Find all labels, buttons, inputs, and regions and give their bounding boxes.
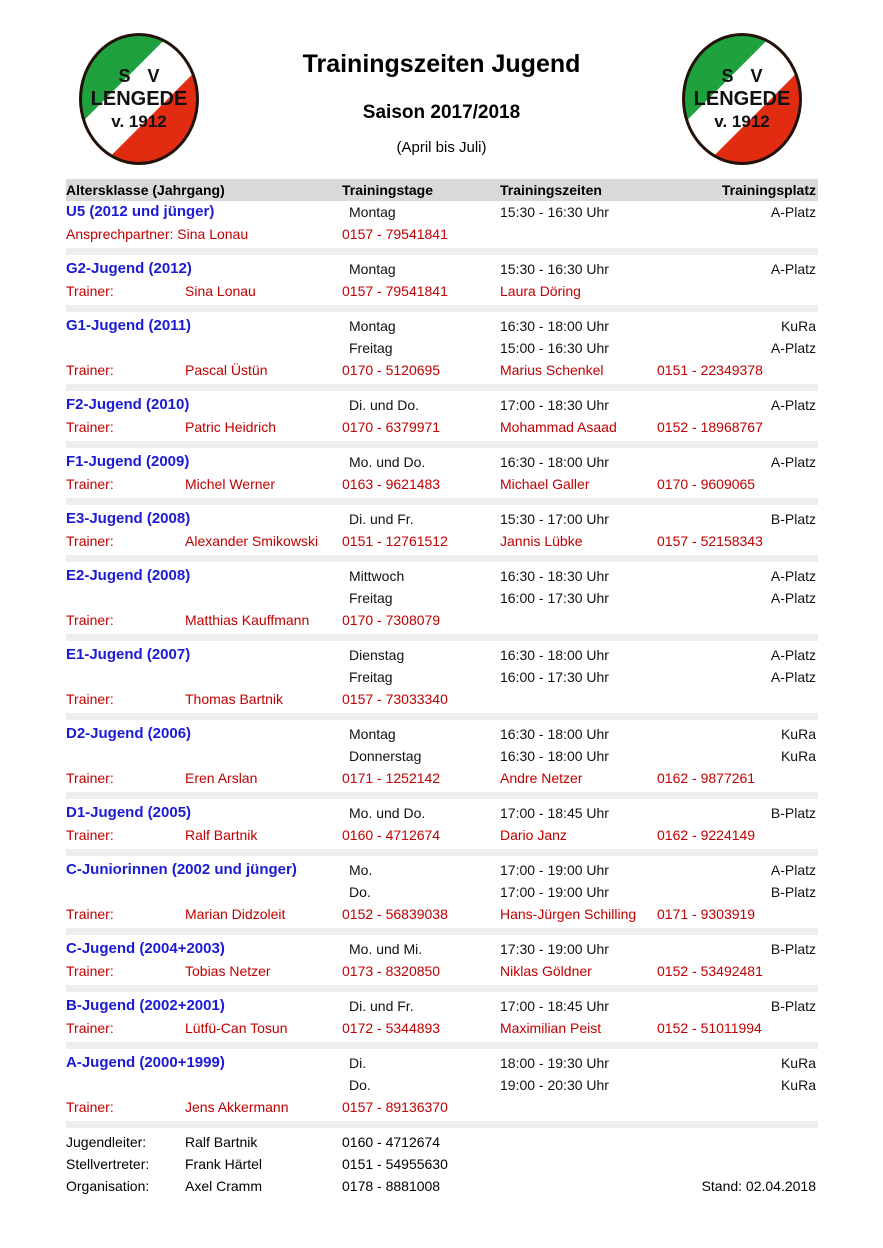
trainer-phone: 0171 - 1252142 bbox=[342, 770, 441, 786]
training-day: Montag bbox=[349, 318, 396, 334]
training-place: A-Platz bbox=[770, 454, 816, 470]
trainer-label: Trainer: bbox=[66, 362, 114, 378]
group-block bbox=[66, 802, 818, 846]
group-block bbox=[66, 258, 818, 302]
schedule-row bbox=[66, 1052, 818, 1074]
trainer-phone: 0170 - 5120695 bbox=[342, 362, 441, 378]
training-day: Do. bbox=[349, 884, 371, 900]
trainer-phone: 0157 - 79541841 bbox=[342, 283, 448, 299]
training-place: A-Platz bbox=[770, 204, 816, 220]
separator-bar bbox=[66, 441, 818, 448]
trainer-name: Jens Akkermann bbox=[185, 1099, 289, 1115]
footer-label: Stellvertreter: bbox=[66, 1156, 150, 1172]
trainer-phone: 0160 - 4712674 bbox=[342, 827, 441, 843]
group-block bbox=[66, 508, 818, 552]
logo-text-lengede: LENGEDE bbox=[693, 88, 791, 110]
trainer2-phone: 0157 - 52158343 bbox=[657, 533, 763, 549]
group-name: E2-Jugend (2008) bbox=[66, 567, 191, 584]
training-day: Mo. und Do. bbox=[349, 454, 426, 470]
trainer2-name: Marius Schenkel bbox=[500, 362, 604, 378]
training-place: B-Platz bbox=[770, 805, 816, 821]
group-name: C-Jugend (2004+2003) bbox=[66, 940, 225, 957]
schedule-row bbox=[66, 565, 818, 587]
trainer2-name: Jannis Lübke bbox=[500, 533, 583, 549]
trainer-name: Lütfü-Can Tosun bbox=[185, 1020, 288, 1036]
trainer-name: Thomas Bartnik bbox=[185, 691, 284, 707]
training-place: A-Platz bbox=[770, 590, 816, 606]
group-block bbox=[66, 565, 818, 631]
schedule-row bbox=[66, 938, 818, 960]
page-title: Trainingszeiten Jugend bbox=[302, 50, 581, 78]
training-day: Montag bbox=[349, 261, 396, 277]
training-day: Di. und Do. bbox=[349, 397, 420, 413]
trainer-label: Trainer: bbox=[66, 827, 114, 843]
separator-bar bbox=[66, 928, 818, 935]
schedule-row bbox=[66, 201, 818, 223]
group-separator bbox=[66, 789, 818, 802]
trainer-row bbox=[66, 609, 818, 631]
training-time: 16:30 - 18:00 Uhr bbox=[500, 647, 609, 663]
stand-date: Stand: 02.04.2018 bbox=[701, 1178, 816, 1194]
trainer-name: Patric Heidrich bbox=[185, 419, 277, 435]
training-time: 16:30 - 18:00 Uhr bbox=[500, 454, 609, 470]
group-name: F1-Jugend (2009) bbox=[66, 453, 190, 470]
separator-bar bbox=[66, 498, 818, 505]
trainer-label: Trainer: bbox=[66, 963, 114, 979]
training-place: KuRa bbox=[780, 748, 816, 764]
group-name: D2-Jugend (2006) bbox=[66, 725, 192, 742]
trainer-row bbox=[66, 960, 818, 982]
training-place: A-Platz bbox=[770, 862, 816, 878]
table-header-row bbox=[66, 179, 818, 201]
schedule-row bbox=[66, 1074, 818, 1096]
training-day: Dienstag bbox=[349, 647, 405, 663]
trainer2-phone: 0162 - 9224149 bbox=[657, 827, 756, 843]
group-block bbox=[66, 201, 818, 245]
training-place: A-Platz bbox=[770, 261, 816, 277]
trainer2-name: Laura Döring bbox=[500, 283, 581, 299]
schedule-row bbox=[66, 995, 818, 1017]
group-name: U5 (2012 und jünger) bbox=[66, 203, 215, 220]
logo-text-sv: S V bbox=[721, 66, 769, 86]
schedule-row bbox=[66, 666, 818, 688]
trainer-label: Trainer: bbox=[66, 283, 114, 299]
trainer-label: Trainer: bbox=[66, 770, 114, 786]
training-time: 16:30 - 18:30 Uhr bbox=[500, 568, 609, 584]
trainer-row bbox=[66, 416, 818, 438]
trainer-phone: 0151 - 12761512 bbox=[342, 533, 448, 549]
trainer-label: Trainer: bbox=[66, 476, 114, 492]
group-block bbox=[66, 315, 818, 381]
separator-bar bbox=[66, 849, 818, 856]
training-table bbox=[66, 179, 818, 1197]
group-name: G2-Jugend (2012) bbox=[66, 260, 192, 277]
group-separator bbox=[66, 710, 818, 723]
training-day: Mo. und Do. bbox=[349, 805, 426, 821]
training-place: A-Platz bbox=[770, 647, 816, 663]
trainer2-phone: 0151 - 22349378 bbox=[657, 362, 763, 378]
logo-text-sv: S V bbox=[118, 66, 166, 86]
trainer2-phone: 0170 - 9609065 bbox=[657, 476, 756, 492]
trainer-name: Eren Arslan bbox=[185, 770, 258, 786]
training-time: 17:00 - 18:45 Uhr bbox=[500, 998, 609, 1014]
schedule-row bbox=[66, 451, 818, 473]
footer-row-jugendleiter bbox=[66, 1131, 818, 1153]
training-time: 16:00 - 17:30 Uhr bbox=[500, 669, 609, 685]
group-separator bbox=[66, 381, 818, 394]
footer-phone: 0160 - 4712674 bbox=[342, 1134, 441, 1150]
schedule-row bbox=[66, 337, 818, 359]
group-separator bbox=[66, 631, 818, 644]
separator-bar bbox=[66, 384, 818, 391]
schedule-row bbox=[66, 745, 818, 767]
separator-bar bbox=[66, 634, 818, 641]
trainer-phone: 0172 - 5344893 bbox=[342, 1020, 441, 1036]
group-block bbox=[66, 451, 818, 495]
training-place: A-Platz bbox=[770, 568, 816, 584]
schedule-row bbox=[66, 859, 818, 881]
trainer-row bbox=[66, 903, 818, 925]
trainer-label: Ansprechpartner: Sina Lonau bbox=[66, 226, 249, 242]
logo-text-year: v. 1912 bbox=[714, 112, 770, 131]
group-separator bbox=[66, 495, 818, 508]
training-day: Di. und Fr. bbox=[349, 511, 414, 527]
training-place: KuRa bbox=[780, 1077, 816, 1093]
training-day: Do. bbox=[349, 1077, 371, 1093]
footer-name: Axel Cramm bbox=[185, 1178, 263, 1194]
trainer-row bbox=[66, 688, 818, 710]
training-day: Mittwoch bbox=[349, 568, 405, 584]
separator-bar bbox=[66, 792, 818, 799]
training-time: 15:30 - 16:30 Uhr bbox=[500, 261, 609, 277]
training-time: 16:30 - 18:00 Uhr bbox=[500, 748, 609, 764]
trainer-row bbox=[66, 1017, 818, 1039]
group-name: E3-Jugend (2008) bbox=[66, 510, 191, 527]
training-place: KuRa bbox=[780, 1055, 816, 1071]
group-separator bbox=[66, 1039, 818, 1052]
trainer-phone: 0163 - 9621483 bbox=[342, 476, 441, 492]
header-altersklasse: Altersklasse (Jahrgang) bbox=[66, 182, 225, 198]
header-trainingszeiten: Trainingszeiten bbox=[500, 182, 602, 198]
schedule-row bbox=[66, 881, 818, 903]
schedule-row bbox=[66, 644, 818, 666]
training-place: A-Platz bbox=[770, 397, 816, 413]
training-day: Di. und Fr. bbox=[349, 998, 414, 1014]
training-day: Donnerstag bbox=[349, 748, 422, 764]
schedule-row bbox=[66, 394, 818, 416]
group-block bbox=[66, 995, 818, 1039]
group-name: E1-Jugend (2007) bbox=[66, 646, 191, 663]
header-trainingstage: Trainingstage bbox=[342, 182, 434, 198]
group-separator bbox=[66, 552, 818, 565]
trainer-label: Trainer: bbox=[66, 1099, 114, 1115]
schedule-row bbox=[66, 587, 818, 609]
footer-row-stellvertreter bbox=[66, 1153, 818, 1175]
group-block bbox=[66, 644, 818, 710]
separator-bar bbox=[66, 555, 818, 562]
trainer-label: Trainer: bbox=[66, 419, 114, 435]
trainer-row bbox=[66, 767, 818, 789]
separator-bar bbox=[66, 305, 818, 312]
trainer-phone: 0173 - 8320850 bbox=[342, 963, 441, 979]
schedule-row bbox=[66, 723, 818, 745]
training-time: 19:00 - 20:30 Uhr bbox=[500, 1077, 609, 1093]
trainer-row bbox=[66, 359, 818, 381]
group-name: B-Jugend (2002+2001) bbox=[66, 997, 225, 1014]
training-day: Mo. und Mi. bbox=[349, 941, 423, 957]
training-time: 15:30 - 16:30 Uhr bbox=[500, 204, 609, 220]
group-separator bbox=[66, 1118, 818, 1131]
table-body bbox=[66, 201, 818, 1131]
trainer-row bbox=[66, 473, 818, 495]
trainer2-phone: 0152 - 51011994 bbox=[657, 1020, 762, 1036]
training-place: KuRa bbox=[780, 726, 816, 742]
trainer2-name: Mohammad Asaad bbox=[500, 419, 617, 435]
page-period: (April bis Juli) bbox=[396, 139, 487, 156]
trainer-phone: 0170 - 7308079 bbox=[342, 612, 441, 628]
group-block bbox=[66, 394, 818, 438]
trainer-row bbox=[66, 223, 818, 245]
schedule-row bbox=[66, 315, 818, 337]
training-day: Montag bbox=[349, 204, 396, 220]
separator-bar bbox=[66, 1042, 818, 1049]
footer-label: Jugendleiter: bbox=[66, 1134, 147, 1150]
separator-bar bbox=[66, 248, 818, 255]
trainer-row bbox=[66, 1096, 818, 1118]
group-name: G1-Jugend (2011) bbox=[66, 317, 192, 334]
training-time: 17:00 - 18:30 Uhr bbox=[500, 397, 609, 413]
trainer2-name: Dario Janz bbox=[500, 827, 567, 843]
trainer-name: Tobias Netzer bbox=[185, 963, 271, 979]
training-day: Di. bbox=[349, 1055, 367, 1071]
group-name: A-Jugend (2000+1999) bbox=[66, 1054, 225, 1071]
training-time: 17:00 - 18:45 Uhr bbox=[500, 805, 609, 821]
group-separator bbox=[66, 982, 818, 995]
footer-row-organisation bbox=[66, 1175, 818, 1197]
trainer-name: Matthias Kauffmann bbox=[185, 612, 310, 628]
trainer-row bbox=[66, 280, 818, 302]
group-block bbox=[66, 1052, 818, 1118]
schedule-row bbox=[66, 508, 818, 530]
trainer-label: Trainer: bbox=[66, 906, 114, 922]
group-block bbox=[66, 938, 818, 982]
group-separator bbox=[66, 438, 818, 451]
group-name: C-Juniorinnen (2002 und jünger) bbox=[66, 861, 297, 878]
group-separator bbox=[66, 302, 818, 315]
trainer-row bbox=[66, 530, 818, 552]
footer-name: Ralf Bartnik bbox=[185, 1134, 258, 1150]
trainer-phone: 0157 - 73033340 bbox=[342, 691, 448, 707]
training-day: Freitag bbox=[349, 590, 393, 606]
training-day: Freitag bbox=[349, 669, 393, 685]
group-separator bbox=[66, 925, 818, 938]
trainer-name: Michel Werner bbox=[185, 476, 275, 492]
logo-text-lengede: LENGEDE bbox=[90, 88, 188, 110]
separator-bar bbox=[66, 985, 818, 992]
training-place: KuRa bbox=[780, 318, 816, 334]
training-time: 15:30 - 17:00 Uhr bbox=[500, 511, 609, 527]
group-separator bbox=[66, 245, 818, 258]
group-separator bbox=[66, 846, 818, 859]
training-day: Montag bbox=[349, 726, 396, 742]
trainer2-name: Michael Galler bbox=[500, 476, 590, 492]
schedule-row bbox=[66, 802, 818, 824]
training-place: A-Platz bbox=[770, 669, 816, 685]
trainer-phone: 0157 - 89136370 bbox=[342, 1099, 448, 1115]
footer-label: Organisation: bbox=[66, 1178, 150, 1194]
footer-phone: 0178 - 8881008 bbox=[342, 1178, 441, 1194]
footer-phone: 0151 - 54955630 bbox=[342, 1156, 448, 1172]
training-time: 17:00 - 19:00 Uhr bbox=[500, 884, 609, 900]
trainer-label: Trainer: bbox=[66, 533, 114, 549]
trainer-phone: 0157 - 79541841 bbox=[342, 226, 448, 242]
training-day: Mo. bbox=[349, 862, 373, 878]
group-block bbox=[66, 859, 818, 925]
separator-bar bbox=[66, 1121, 818, 1128]
training-time: 15:00 - 16:30 Uhr bbox=[500, 340, 609, 356]
trainer-name: Alexander Smikowski bbox=[185, 533, 319, 549]
training-time: 16:00 - 17:30 Uhr bbox=[500, 590, 609, 606]
training-place: B-Platz bbox=[770, 511, 816, 527]
schedule-row bbox=[66, 258, 818, 280]
trainer2-phone: 0171 - 9303919 bbox=[657, 906, 756, 922]
header-trainingsplatz: Trainingsplatz bbox=[721, 182, 816, 198]
separator-bar bbox=[66, 713, 818, 720]
trainer2-name: Niklas Göldner bbox=[500, 963, 592, 979]
trainer2-phone: 0162 - 9877261 bbox=[657, 770, 756, 786]
training-time: 16:30 - 18:00 Uhr bbox=[500, 318, 609, 334]
trainer2-phone: 0152 - 18968767 bbox=[657, 419, 763, 435]
logo-text-year: v. 1912 bbox=[111, 112, 167, 131]
trainer-phone: 0170 - 6379971 bbox=[342, 419, 441, 435]
trainer-name: Pascal Üstün bbox=[185, 362, 268, 378]
group-block bbox=[66, 723, 818, 789]
page-subtitle: Saison 2017/2018 bbox=[362, 102, 521, 123]
group-name: D1-Jugend (2005) bbox=[66, 804, 192, 821]
training-place: B-Platz bbox=[770, 998, 816, 1014]
trainer-label: Trainer: bbox=[66, 612, 114, 628]
trainer-name: Sina Lonau bbox=[185, 283, 256, 299]
training-time: 17:00 - 19:00 Uhr bbox=[500, 862, 609, 878]
trainer-label: Trainer: bbox=[66, 691, 114, 707]
training-place: A-Platz bbox=[770, 340, 816, 356]
trainer2-name: Maximilian Peist bbox=[500, 1020, 602, 1036]
trainer2-name: Hans-Jürgen Schilling bbox=[500, 906, 637, 922]
training-time: 16:30 - 18:00 Uhr bbox=[500, 726, 609, 742]
training-day: Freitag bbox=[349, 340, 393, 356]
trainer-name: Marian Didzoleit bbox=[185, 906, 286, 922]
training-time: 18:00 - 19:30 Uhr bbox=[500, 1055, 609, 1071]
trainer-phone: 0152 - 56839038 bbox=[342, 906, 448, 922]
trainer-row bbox=[66, 824, 818, 846]
group-name: F2-Jugend (2010) bbox=[66, 396, 190, 413]
training-place: B-Platz bbox=[770, 884, 816, 900]
trainer-label: Trainer: bbox=[66, 1020, 114, 1036]
trainer2-name: Andre Netzer bbox=[500, 770, 583, 786]
footer-name: Frank Härtel bbox=[185, 1156, 263, 1172]
training-time: 17:30 - 19:00 Uhr bbox=[500, 941, 609, 957]
training-place: B-Platz bbox=[770, 941, 816, 957]
trainer-name: Ralf Bartnik bbox=[185, 827, 258, 843]
trainer2-phone: 0152 - 53492481 bbox=[657, 963, 763, 979]
